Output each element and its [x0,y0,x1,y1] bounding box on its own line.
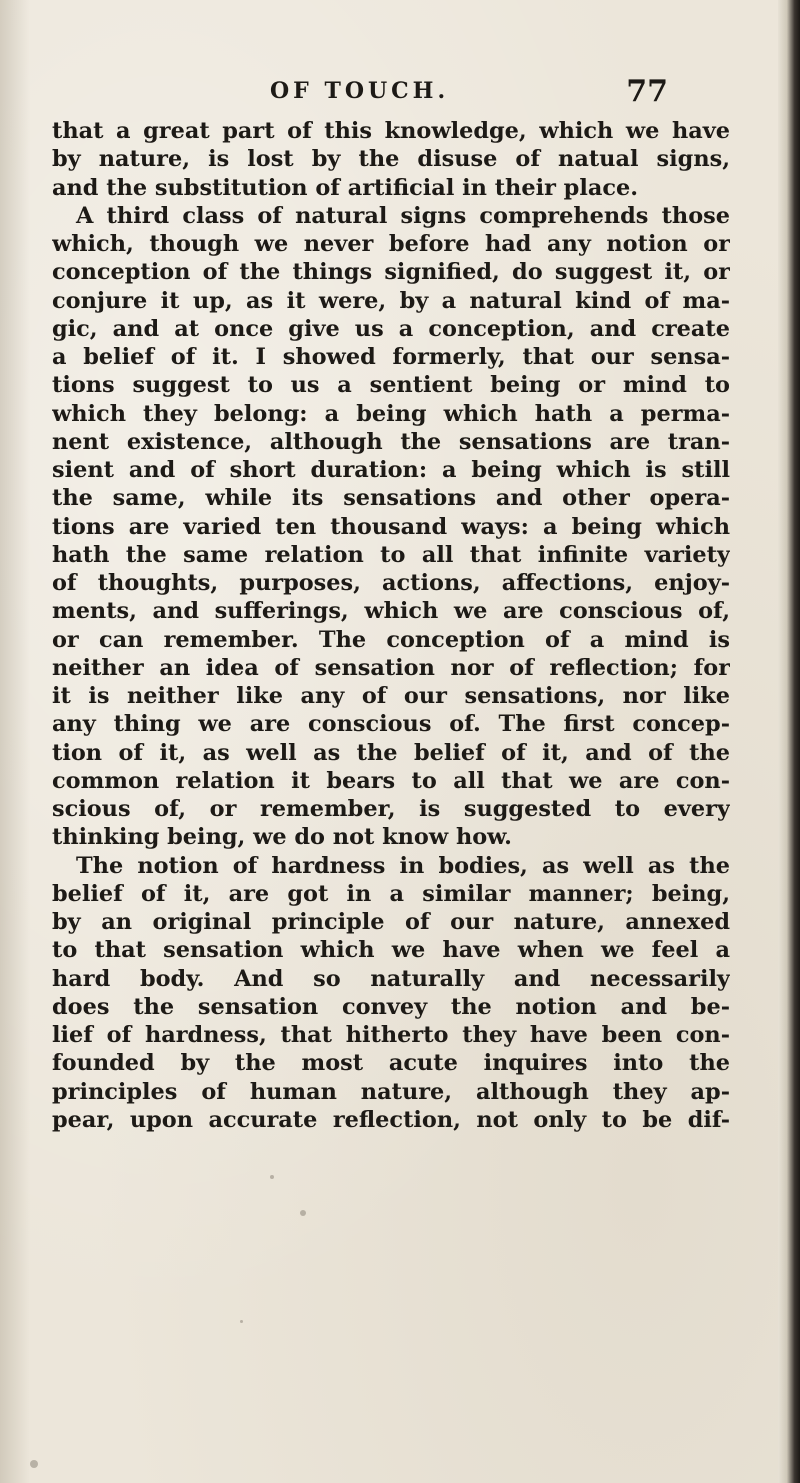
running-head: OF TOUCH. [270,78,450,104]
page-header [240,74,680,114]
text-line: tions suggest to us a sentient being or mind to [52,372,730,399]
text-line: by nature, is lost by the disuse of natual signs, [52,146,730,173]
text-line: of thoughts, purposes, actions, affections, enjoy- [52,570,730,596]
text-line: or can remember. The conception of a mind is [52,626,730,653]
text-line: hath the same relation to all that infinite variety [52,541,730,568]
text-line: neither an idea of sensation nor of reflection; for [52,654,730,681]
text-line: A third class of natural signs comprehends those [76,202,730,229]
text-line: founded by the most acute inquires into the [52,1050,730,1077]
text-line: tion of it, as well as the belief of it, and of the [52,739,730,766]
paper-speck [300,1210,306,1216]
page-number: 77 [626,74,668,109]
text-line: ments, and sufferings, which we are conscious of, [52,598,730,625]
text-line: does the sensation convey the notion and be- [52,993,730,1020]
text-line: any thing we are conscious of. The first concep- [52,711,730,738]
text-line: which, though we never before had any notion or [52,231,730,257]
text-line: pear, upon accurate reflection, not only to be dif- [52,1106,730,1133]
text-line: belief of it, are got in a similar manner; being, [52,880,730,907]
text-line: which they belong: a being which hath a perma- [52,400,730,427]
text-line: it is neither like any of our sensations, nor like [52,683,730,709]
text-line: and the substitution of artificial in their place. [52,174,639,201]
text-line: a belief of it. I showed formerly, that our sensa- [52,344,730,370]
text-line: to that sensation which we have when we feel a [52,937,730,964]
page-edge [778,0,800,1483]
text-line: thinking being, we do not know how. [52,824,512,851]
text-line: nent existence, although the sensations are tran- [52,428,730,455]
text-line: The notion of hardness in bodies, as well as the [76,852,730,879]
text-line: hard body. And so naturally and necessarily [52,965,730,992]
text-line: the same, while its sensations and other opera- [52,485,730,512]
page-gutter-shadow [0,0,30,1483]
text-line: sient and of short duration: a being which is still [52,457,730,483]
body-text [52,117,730,1134]
text-line: lief of hardness, that hitherto they have been con- [52,1022,730,1048]
paper-speck [270,1175,274,1179]
text-line: tions are varied ten thousand ways: a being which [52,513,730,540]
text-line: scious of, or remember, is suggested to every [52,796,730,822]
text-line: that a great part of this knowledge, which we have [52,118,730,144]
text-line: principles of human nature, although they ap- [52,1078,730,1105]
text-line: by an original principle of our nature, annexed [52,909,730,935]
text-line: conjure it up, as it were, by a natural kind of ma- [52,287,730,314]
paper-speck [240,1320,243,1323]
paper-speck [30,1460,38,1468]
text-line: conception of the things signified, do suggest it, or [52,259,730,286]
text-line: common relation it bears to all that we are con- [52,767,730,794]
text-line: gic, and at once give us a conception, and create [52,315,730,342]
